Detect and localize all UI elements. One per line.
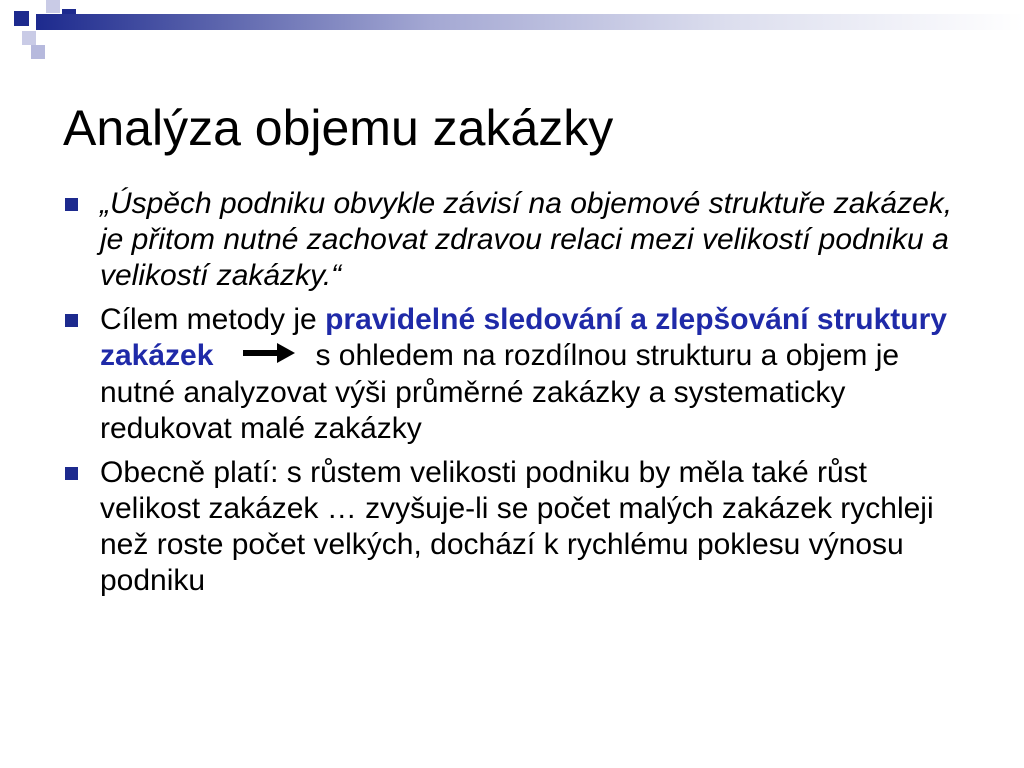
bullet-text-highlight: pravidelné sledování a zlepšování struktury zakázek (100, 303, 947, 372)
bullet-item-method (62, 302, 972, 447)
slide-title: Analýza objemu zakázky (63, 100, 614, 156)
bullet-item-quote (62, 186, 972, 294)
decor-square (22, 31, 36, 45)
bullet-item-general (62, 455, 972, 599)
bullet-text: Obecně platí: s růstem velikosti podniku by měla také růst velikost zakázek … zvyšuje-li se počet malých zakázek rychleji než roste počet velkých, dochází k rychlému poklesu výnosu podniku (100, 456, 934, 598)
bullet-list (62, 186, 972, 607)
bullet-text: „Úspěch podniku obvykle závisí na objemové struktuře zakázek, je přitom nutné zachovat zdravou relaci mezi velikostí podniku a velikostí zakázky.“ (100, 187, 953, 292)
bullet-text-suffix: s ohledem na rozdílnou strukturu a objem je nutné analyzovat výši průměrné zakázky a systematicky redukovat malé zakázky (100, 339, 900, 446)
square-bullet-icon (65, 314, 78, 327)
decor-square (46, 0, 60, 13)
bullet-text-prefix: Cílem metody je (100, 303, 326, 336)
decor-square (14, 11, 29, 26)
header-gradient-bar (36, 14, 1024, 30)
square-bullet-icon (65, 198, 78, 211)
decor-square (31, 45, 45, 59)
square-bullet-icon (65, 467, 78, 480)
right-arrow-icon (243, 337, 295, 373)
